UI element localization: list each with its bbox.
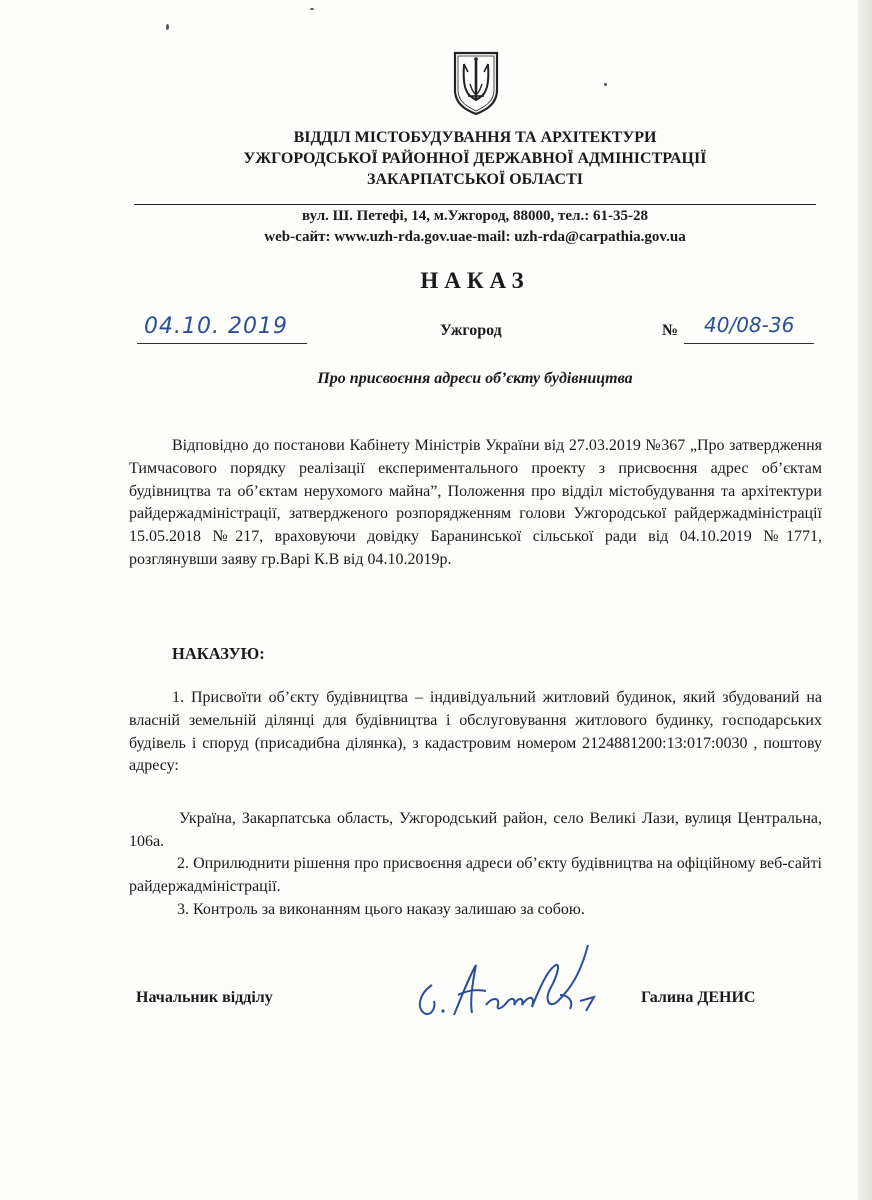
org-line-2: УЖГОРОДСЬКОЇ РАЙОННОЇ ДЕРЖАВНОЇ АДМІНІСТРАЦІЇ (243, 150, 707, 167)
order-item-3: 3. Контроль за виконанням цього наказу залишаю за собою. (177, 901, 585, 918)
contact-address: вул. Ш. Петефі, 14, м.Ужгород, 88000, тел.: 61-35-28 (302, 208, 648, 224)
org-line-3: ЗАКАРПАТСЬКОЇ ОБЛАСТІ (367, 171, 583, 188)
org-line-1: ВІДДІЛ МІСТОБУДУВАННЯ ТА АРХІТЕКТУРИ (293, 129, 657, 146)
scan-edge (858, 0, 872, 1200)
document-subject: Про присвоєння адреси об’єкту будівництва (317, 370, 633, 387)
signatory-name: Галина ДЕНИС (641, 989, 756, 1006)
order-item-1: 1. Присвоїти об’єкту будівництва – індивідуальний житловий будинок, який збудований на власній земельній ділянці для будівництва і обслуговування житлового будинку, господарських будівель і споруд (присадибна ділянка), з кадастровим номером 2124881200:13:017:0030 , поштову адресу: (129, 689, 822, 775)
document-title: НАКАЗ (420, 268, 530, 293)
scan-speck (166, 24, 169, 30)
number-underline (684, 343, 814, 344)
signatory-position: Начальник відділу (136, 989, 273, 1006)
order-heading: НАКАЗУЮ: (172, 644, 265, 663)
city-name: Ужгород (440, 322, 502, 339)
trident-coat-of-arms-icon (452, 50, 500, 116)
header-divider (134, 204, 816, 205)
order-item-2: 2. Оприлюднити рішення про присвоєння адреси об’єкту будівництва на офіційному веб-сайті райдержадміністрації. (129, 855, 822, 895)
handwritten-number: 40/08-36 (704, 313, 795, 337)
scan-speck (604, 83, 607, 86)
postal-address: Україна, Закарпатська область, Ужгородський район, село Великі Лази, вулиця Центральна, 106а. (129, 810, 822, 850)
scan-speck (310, 8, 314, 10)
number-label: № (662, 322, 679, 339)
contact-web-email: web-сайт: www.uzh-rda.gov.uae-mail: uzh-rda@carpathia.gov.ua (264, 229, 686, 245)
handwritten-date: 04.10. 2019 (144, 314, 288, 339)
handwritten-signature (410, 935, 630, 1030)
date-underline (137, 343, 307, 344)
preamble-paragraph: Відповідно до постанови Кабінету Міністрів України від 27.03.2019 №367 „Про затвердження Тимчасового порядку реалізації експериментального проекту з присвоєння адрес об’єктам будівництва та об’єктам нерухомого майна”, Положення про відділ містобудування та архітектури райдержадміністрації, затвердженого розпорядженням голови Ужгородської райдержадміністрації 15.05.2018 №217, враховуючи довідку Баранинської сільської ради від 04.10.2019 №1771, розглянувши заяву гр.Варі К.В від 04.10.2019р. (129, 437, 822, 568)
